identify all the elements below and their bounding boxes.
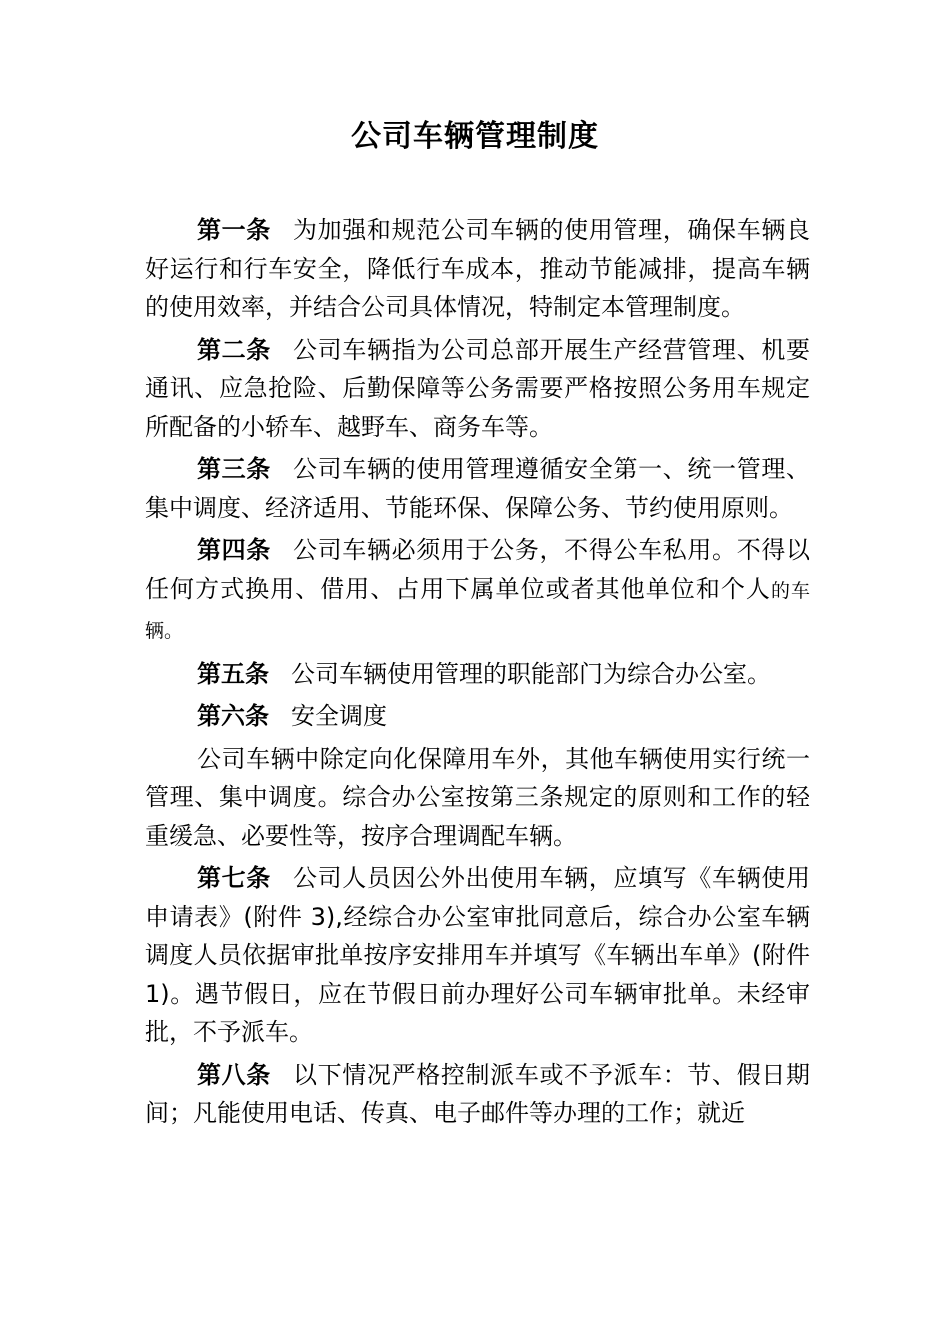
article-label: 第三条 [197,455,271,483]
article-label: 第八条 [197,1060,271,1089]
article-text: 公司人员因公外出使用车辆，应填写《车辆使用申请表》(附件 3),经综合办公室审批同意后，综合办公室车辆调度人员依据审批单按序安排用车并填写《车辆出车单》(附件 1)。遇节假日，应在节假日前办理好公司车辆审批单。未经审批，不予派车。 [145,864,811,1046]
article-label: 第七条 [197,864,271,892]
document-body [145,211,810,1137]
article-label: 第一条 [197,216,271,244]
article-text: 以下情况严格控制派车或不予派车：节、假日期间；凡能使用电话、传真、电子邮件等办理的工作；就近 [145,1060,811,1127]
article-text: 公司车辆中除定向化保障用车外，其他车辆使用实行统一管理、集中调度。综合办公室按第三条规定的原则和工作的轻重缓急、必要性等，按序合理调配车辆。 [145,744,810,850]
article-6 [145,697,810,736]
article-label: 第六条 [197,702,269,730]
article-label: 第四条 [197,536,271,564]
article-text: 公司车辆必须用于公务，不得公车私用。不得以任何方式换用、借用、占用下属单位或者其他单位和个人 [145,536,811,603]
article-text: 公司车辆使用管理的职能部门为综合办公室。 [291,659,771,688]
article-text-small: 的车辆。 [145,579,810,642]
article-5 [145,655,810,694]
article-1 [145,211,810,327]
article-text: 安全调度 [291,702,387,730]
article-text: 公司车辆的使用管理遵循安全第一、统一管理、集中调度、经济适用、节能环保、保障公务、节约使用原则。 [145,455,811,522]
article-7 [145,859,810,1052]
article-3 [145,450,810,527]
article-6-body [145,740,810,856]
article-label: 第二条 [197,335,271,364]
article-text: 为加强和规范公司车辆的使用管理，确保车辆良好运行和行车安全，降低行车成本，推动节能减排，提高车辆的使用效率，并结合公司具体情况，特制定本管理制度。 [145,216,811,321]
document-title: 公司车辆管理制度 [351,119,599,154]
article-label: 第五条 [197,659,269,688]
article-2 [145,331,810,447]
article-text: 公司车辆指为公司总部开展生产经营管理、机要通讯、应急抢险、后勤保障等公务需要严格按照公务用车规定所配备的小轿车、越野车、商务车等。 [145,335,811,441]
article-8 [145,1056,810,1133]
article-4 [145,531,810,651]
